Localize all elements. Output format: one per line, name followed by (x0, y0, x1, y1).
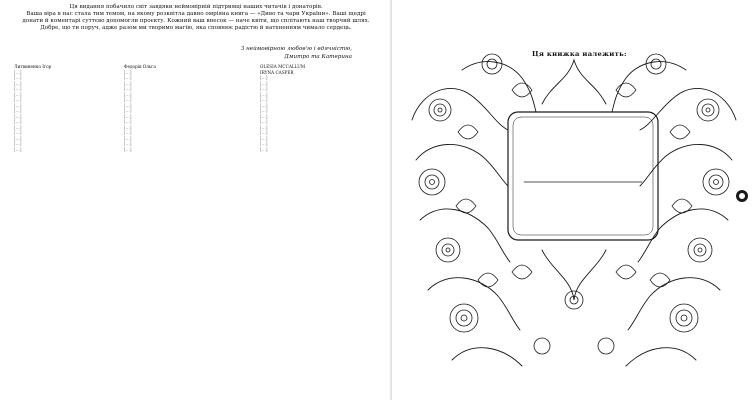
backer-name-placeholder: […] (14, 130, 22, 136)
names-column-2 (124, 64, 242, 152)
backer-name: Федорів Ольга (124, 64, 156, 69)
backer-name: OLESIA MCCALLUM (260, 64, 306, 69)
backer-name-placeholder: […] (14, 80, 22, 86)
backer-name-placeholder: […] (14, 69, 22, 75)
backer-name-placeholder: […] (124, 75, 132, 81)
backer-name-placeholder: […] (260, 91, 268, 97)
backer-name-placeholder: […] (14, 124, 22, 130)
backer-name-placeholder: […] (14, 141, 22, 147)
backer-name: IRYNA CASPER (260, 69, 294, 75)
backer-name-placeholder: […] (260, 75, 268, 81)
backer-name-placeholder: […] (124, 124, 132, 130)
backer-name: Литвиненко Ігор (14, 64, 52, 69)
backer-name-placeholder: […] (14, 119, 22, 125)
backer-name-placeholder: […] (124, 141, 132, 147)
backer-name-placeholder: […] (260, 130, 268, 136)
backer-name-placeholder: […] (260, 119, 268, 125)
floral-wreath-frame-icon (392, 0, 756, 400)
backer-name-placeholder: […] (260, 135, 268, 141)
backer-name-placeholder: […] (260, 102, 268, 108)
backer-name-placeholder: […] (124, 130, 132, 136)
backer-name-placeholder: […] (260, 80, 268, 86)
backer-name-placeholder: […] (124, 69, 132, 75)
backer-name-placeholder: […] (124, 135, 132, 141)
backer-name-placeholder: […] (124, 146, 132, 152)
backer-name-placeholder: […] (260, 124, 268, 130)
backer-name-placeholder: […] (124, 108, 132, 114)
backer-name-placeholder: […] (14, 108, 22, 114)
ownership-heading: Ця книжка належить: (532, 50, 627, 58)
intro-paragraph (10, 4, 382, 32)
backer-name-placeholder: […] (260, 146, 268, 152)
backer-name-placeholder: […] (260, 141, 268, 147)
intro-line: Ця видання побачило світ завдяки неймовірній підтримці наших читачів і донаторів. (69, 4, 323, 10)
intro-line: Добре, що ти поруч, адже разом ми творимо магію, яка сповнює радістю й натхненням чимало сердець. (40, 25, 352, 32)
backer-name-placeholder: […] (124, 97, 132, 103)
signature-names: Дмитро та Катерина (284, 54, 352, 60)
signature-line: З неймовірною любов'ю і вдячністю, (240, 46, 352, 52)
backer-name-placeholder: […] (260, 108, 268, 114)
backer-name-placeholder: […] (14, 97, 22, 103)
intro-line: Ваша віра в нас стала тим темом, на якому розквітла давно омріяна книга — «Диво та чари України». Ваші щедрі (26, 11, 366, 18)
backer-name-placeholder: […] (124, 86, 132, 92)
backer-name-placeholder: […] (124, 119, 132, 125)
backer-name-placeholder: […] (14, 113, 22, 119)
backer-name-placeholder: […] (14, 146, 22, 152)
backer-name-placeholder: […] (14, 75, 22, 81)
intro-line: донати й коментарі суттєво допомогли проєкту. Кожний ваш внесок — наче квіти, що сплітають наш творчий шлях. (22, 18, 370, 25)
names-column-3 (260, 64, 378, 152)
backer-name-placeholder: […] (14, 135, 22, 141)
backer-name-placeholder: […] (260, 113, 268, 119)
backer-name-placeholder: […] (14, 91, 22, 97)
backer-name-placeholder: […] (14, 102, 22, 108)
backer-name-placeholder: […] (124, 80, 132, 86)
backer-name-placeholder: […] (260, 86, 268, 92)
backer-name-placeholder: […] (14, 86, 22, 92)
backer-name-placeholder: […] (260, 97, 268, 103)
backer-name-placeholder: […] (124, 102, 132, 108)
names-column-1 (14, 64, 132, 152)
backer-name-placeholder: […] (124, 113, 132, 119)
backer-name-placeholder: […] (124, 91, 132, 97)
